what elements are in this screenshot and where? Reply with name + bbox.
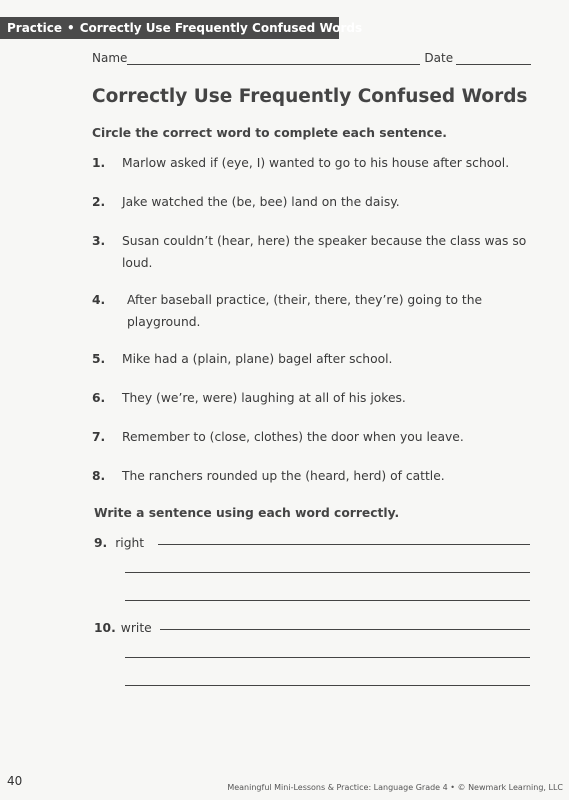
write-item-label [94,536,144,550]
answer-line[interactable] [125,685,530,686]
answer-line[interactable] [125,657,530,658]
question-item [92,191,542,213]
question-item [92,230,532,274]
question-number: 3. [92,234,106,248]
answer-line[interactable] [125,600,530,601]
question-number: 6. [92,391,106,405]
question-text[interactable]: Remember to (close, clothes) the door when you leave. [122,430,464,444]
question-item [92,152,542,174]
section-topic: Correctly Use Frequently Confused Words [79,21,363,35]
question-text[interactable]: After baseball practice, (their, there, they’re) going to the playground. [127,293,483,329]
write-item-word: right [115,536,145,550]
question-text[interactable]: Mike had a (plain, plane) bagel after school. [122,352,393,366]
answer-line[interactable] [160,629,530,630]
question-number: 4. [92,293,106,307]
question-text[interactable]: Jake watched the (be, bee) land on the daisy. [122,195,400,209]
date-line[interactable] [456,52,531,65]
answer-line[interactable] [125,572,530,573]
question-number: 5. [92,352,106,366]
question-item [92,387,542,409]
name-line[interactable] [127,52,420,65]
question-number: 2. [92,195,106,209]
question-item [92,465,542,487]
question-text[interactable]: Susan couldn’t (hear, here) the speaker because the class was so loud. [122,234,527,270]
name-label: Name [92,51,128,65]
page-number: 40 [7,774,23,788]
section-label: Practice [7,21,63,35]
question-text[interactable]: The ranchers rounded up the (heard, herd) of cattle. [122,469,445,483]
footer-credit: Meaningful Mini-Lessons & Practice: Language Grade 4 • © Newmark Learning, LLC [227,783,563,792]
question-item [92,348,542,370]
answer-line[interactable] [158,544,530,545]
question-item [92,289,512,333]
date-label: Date [424,51,454,65]
question-number: 7. [92,430,106,444]
header-separator: • [67,21,75,35]
section-header-bar [0,17,363,39]
question-number: 8. [92,469,106,483]
question-number: 1. [92,156,106,170]
question-item [92,426,542,448]
write-item-number: 10. [94,621,116,635]
write-item-number: 9. [94,536,108,550]
name-date-row [92,51,531,65]
write-item-word: write [120,621,152,635]
page-title: Correctly Use Frequently Confused Words [92,86,528,107]
question-text[interactable]: They (we’re, were) laughing at all of his jokes. [122,391,406,405]
instruction-circle: Circle the correct word to complete each sentence. [92,126,447,140]
write-item-label [94,621,152,635]
instruction-write: Write a sentence using each word correctly. [94,506,400,520]
question-text[interactable]: Marlow asked if (eye, I) wanted to go to his house after school. [122,156,510,170]
